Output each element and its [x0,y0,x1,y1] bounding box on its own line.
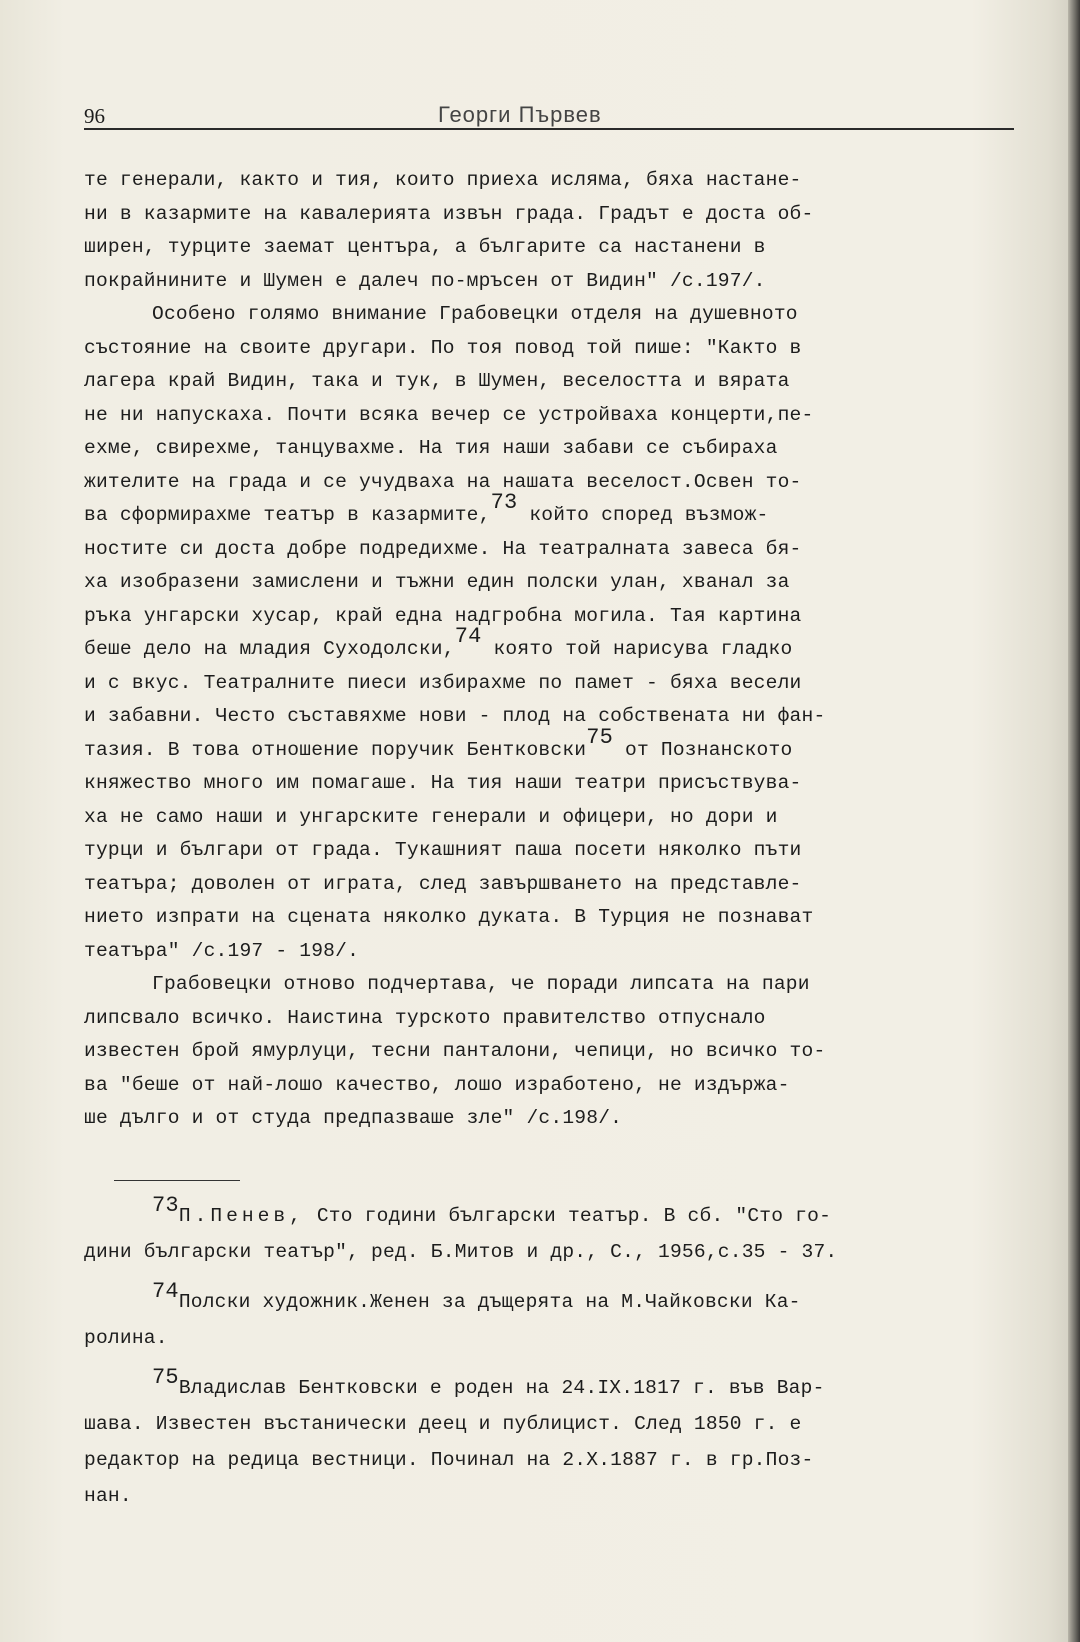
footnotes [84,1193,1024,1514]
text-line: ни в казармите на кавалерията извън града. Градът е доста об- [84,202,814,225]
text-line: жителите на града и се учудваха на нашата веселост.Освен то- [84,470,802,493]
footnote-number: 75 [152,1365,179,1390]
text-line: ва сформирахме театър в казармите,73 който според възмож- [84,490,769,526]
footnote-number: 74 [152,1279,179,1304]
text-line: ръка унгарски хусар, край една надгробна могила. Тая картина [84,604,802,627]
text-line: ностите си доста добре подредихме. На театралната завеса бя- [84,537,802,560]
text-line: беше дело на младия Суходолски,74 която той нарисува гладко [84,624,793,660]
footnote-number: 73 [152,1193,179,1218]
footnote-73 [84,1193,1024,1270]
text-line: липсвало всичко. Наистина турското правителство отпуснало [84,1006,766,1029]
text-line: те генерали, както и тия, които приеха исляма, бяха настане- [84,169,802,191]
text-line: лагера край Видин, така и тук, в Шумен, веселостта и вярата [84,370,790,392]
running-head: Георги Първев [438,102,602,127]
text-line: известен брой ямурлуци, тесни панталони, чепици, но всичко то- [84,1040,826,1062]
footnote-line: ролина. [84,1327,168,1349]
footnote-reference-75[interactable]: 75 [586,724,614,750]
text-line: ха не само наши и унгарските генерали и офицери, но дори и [84,805,778,828]
text-line: покрайнините и Шумен е далеч по-мръсен от Видин" /с.197/. [84,269,766,292]
footnote-line: редактор на редица вестници. Починал на 2.X.1887 г. в гр.Поз- [84,1449,814,1471]
text-line: и с вкус. Театралните пиеси избирахме по памет - бяха весели [84,671,802,694]
paragraph-start-line: Особено голямо внимание Грабовецки отделя на душевното [152,303,798,325]
text-line: княжество много им помагаше. На тия наши театри присъствува- [84,772,802,794]
text-line: състояние на своите другари. По тоя повод той пише: "Както в [84,336,802,359]
text-line: нието изпрати на сцената няколко дуката. В Турция не познават [84,906,814,928]
footnote-74 [84,1279,1024,1356]
footnote-author: П.Пенев, [178,1205,305,1227]
footnote-separator [114,1180,240,1181]
footnote-line: дини български театър", ред. Б.Митов и др., С., 1956,с.35 - 37. [84,1241,838,1263]
text-line: театъра" /с.197 - 198/. [84,939,360,962]
header-rule [84,128,1014,130]
page-edge-shadow [1068,0,1080,1642]
text-line: ехме, свирехме, танцувахме. На тия наши забави се събираха [84,437,778,459]
text-line: ше дълго и от студа предпазваше зле" /с.198/. [84,1107,623,1129]
body-text [84,164,1024,1136]
page-number: 96 [84,104,105,128]
text-line: тазия. В това отношение поручик Бентковски75 от Познанското [84,724,793,761]
text-line: театъра; доволен от играта, след завършването на представле- [84,872,802,895]
text-line: и забавни. Често съставяхме нови - плод на собствената ни фан- [84,705,826,727]
text-line: ха изобразени замислени и тъжни един полски улан, хванал за [84,571,790,593]
footnote-reference-74[interactable]: 74 [454,624,482,649]
footnote-line: нан. [84,1485,132,1507]
text-line: ва "беше от най-лошо качество, лошо изработено, не издържа- [84,1073,790,1096]
footnote-reference-73[interactable]: 73 [490,490,518,515]
footnote-line: $^{75}$Владислав Бентковски е роден на 24.IX.1817 г. във Вар- [152,1365,825,1399]
text-line: не ни напускаха. Почти всяка вечер се устройваха концерти,пе- [84,403,814,426]
footnote-75 [84,1365,1024,1514]
paragraph-start-line: Грабовецки отново подчертава, че поради липсата на пари [152,973,810,995]
text-line: турци и българи от града. Тукашният паша посети няколко пъти [84,839,802,861]
text-line: ширен, турците заемат центъра, а българите са настанени в [84,236,766,258]
footnote-line: $^{74}$Полски художник.Женен за дъщерята на М.Чайковски Ка- [152,1279,801,1313]
footnote-line: $^{73}$П.Пенев, Сто години български театър. В сб. "Сто го- [152,1193,832,1227]
footnote-line: шава. Известен въстанически деец и публицист. След 1850 г. е [84,1413,802,1435]
